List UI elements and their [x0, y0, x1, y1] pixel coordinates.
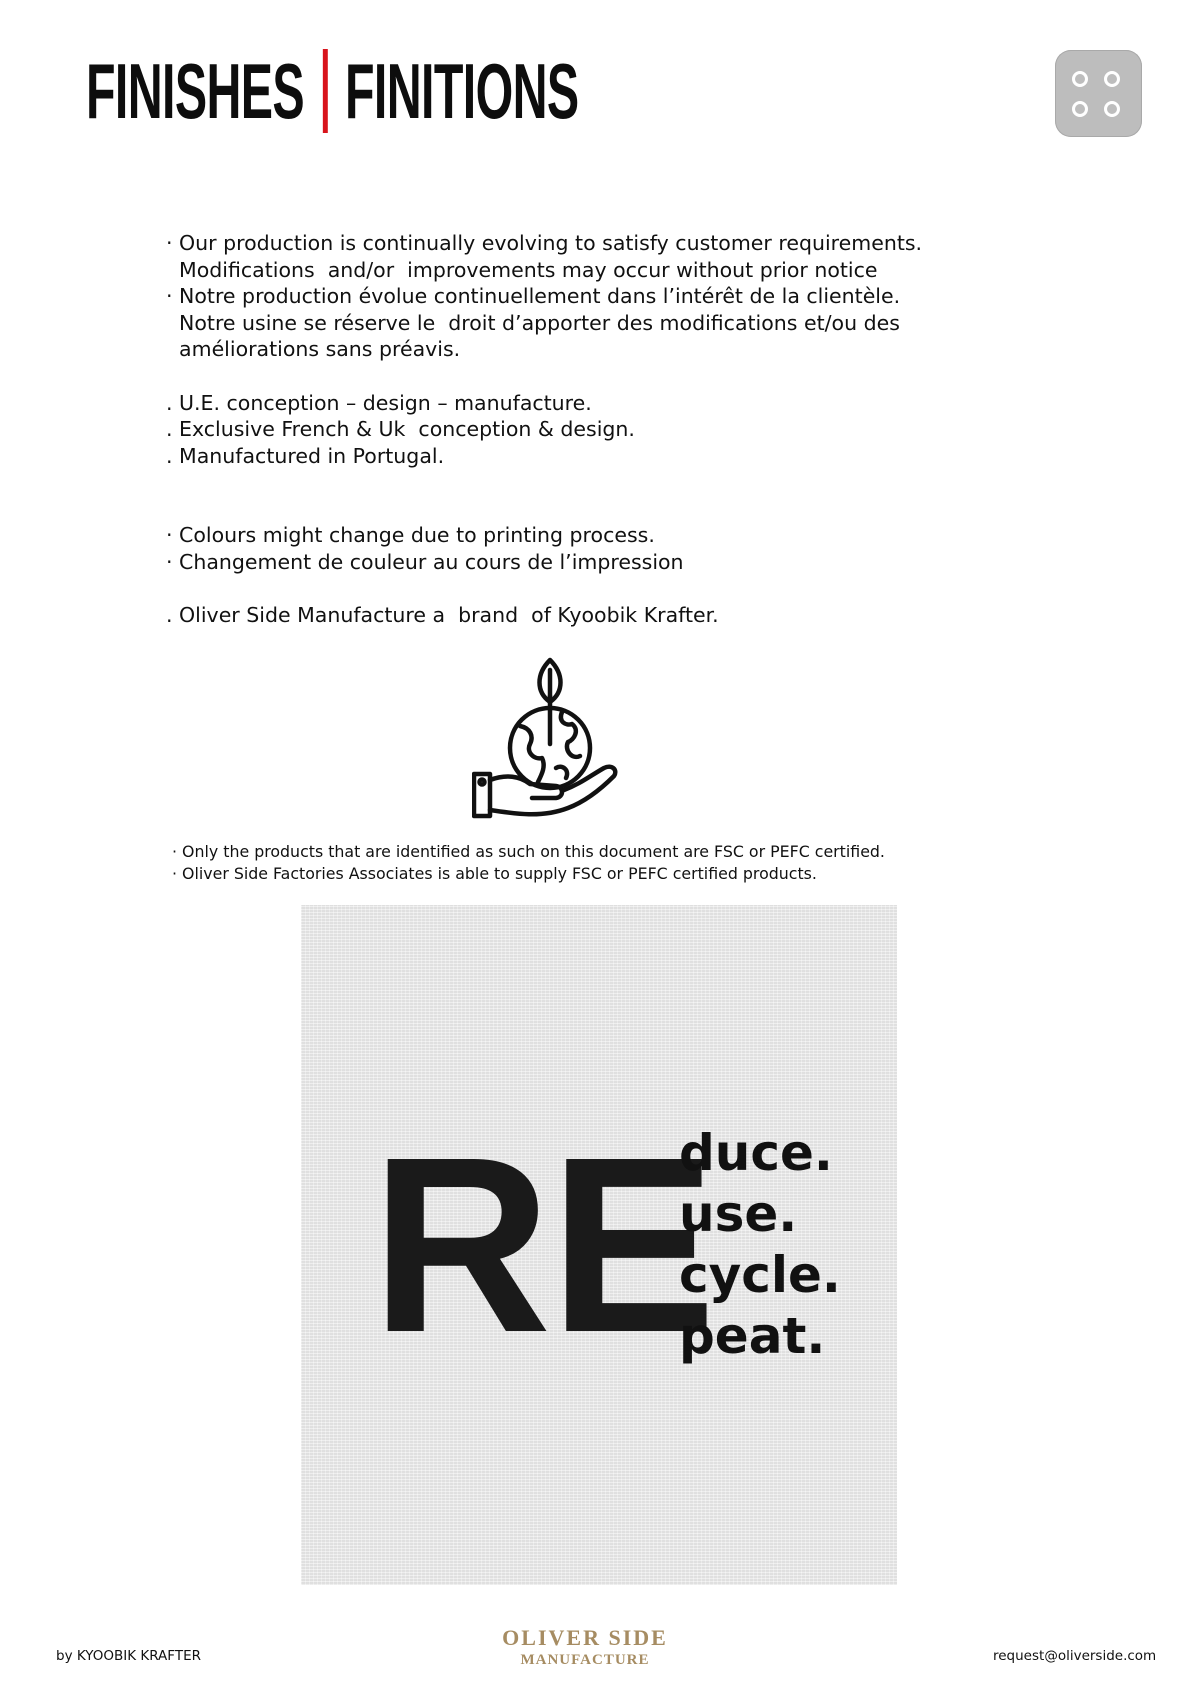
colours-line: · Changement de couleur au cours de l’impression	[166, 549, 684, 574]
title-english: FINISHES	[86, 47, 305, 135]
production-line: · Notre production évolue continuellement dans l’intérêt de la clientèle.	[166, 284, 901, 308]
certifications-block	[172, 841, 1072, 884]
certification-line: · Oliver Side Factories Associates is able to supply FSC or PEFC certified products.	[172, 863, 817, 883]
origin-line: . Exclusive French & Uk conception & design.	[166, 417, 635, 441]
footer-credit: by KYOOBIK KRAFTER	[56, 1648, 201, 1664]
origin-line: . Manufactured in Portugal.	[166, 443, 445, 468]
brand-name: OLIVER SIDE	[502, 1625, 668, 1650]
four-circles-grid-icon	[1055, 50, 1142, 137]
hand-holding-globe-with-sprout-icon	[472, 656, 622, 826]
title-french: FINITIONS	[344, 47, 579, 135]
re-word: use.	[679, 1185, 798, 1243]
re-word: cycle.	[679, 1246, 841, 1304]
page-title	[86, 47, 880, 135]
brand-subtitle: MANUFACTURE	[520, 1652, 650, 1668]
production-line: améliorations sans préavis.	[166, 337, 461, 361]
brand-logo	[470, 1625, 700, 1669]
re-letters: RE	[371, 1105, 715, 1384]
re-word: peat.	[679, 1307, 826, 1365]
production-line: Notre usine se réserve le droit d’apporter des modifications et/ou des	[166, 310, 900, 335]
brand-line: . Oliver Side Manufacture a brand of Kyoobik Krafter.	[166, 603, 719, 627]
title-separator	[323, 49, 328, 133]
certification-line: · Only the products that are identified as such on this document are FSC or PEFC certified.	[172, 842, 885, 861]
production-line: · Our production is continually evolving to satisfy customer requirements.	[166, 231, 923, 255]
re-word: duce.	[679, 1124, 833, 1182]
footer-email: request@oliverside.com	[993, 1648, 1157, 1664]
production-line: Modifications and/or improvements may occur without prior notice	[166, 257, 878, 282]
re-words	[679, 1123, 841, 1367]
colours-line: · Colours might change due to printing process.	[166, 523, 655, 547]
reduce-reuse-recycle-image	[301, 905, 897, 1585]
notes-block	[166, 230, 1046, 629]
origin-line: . U.E. conception – design – manufacture.	[166, 390, 592, 415]
